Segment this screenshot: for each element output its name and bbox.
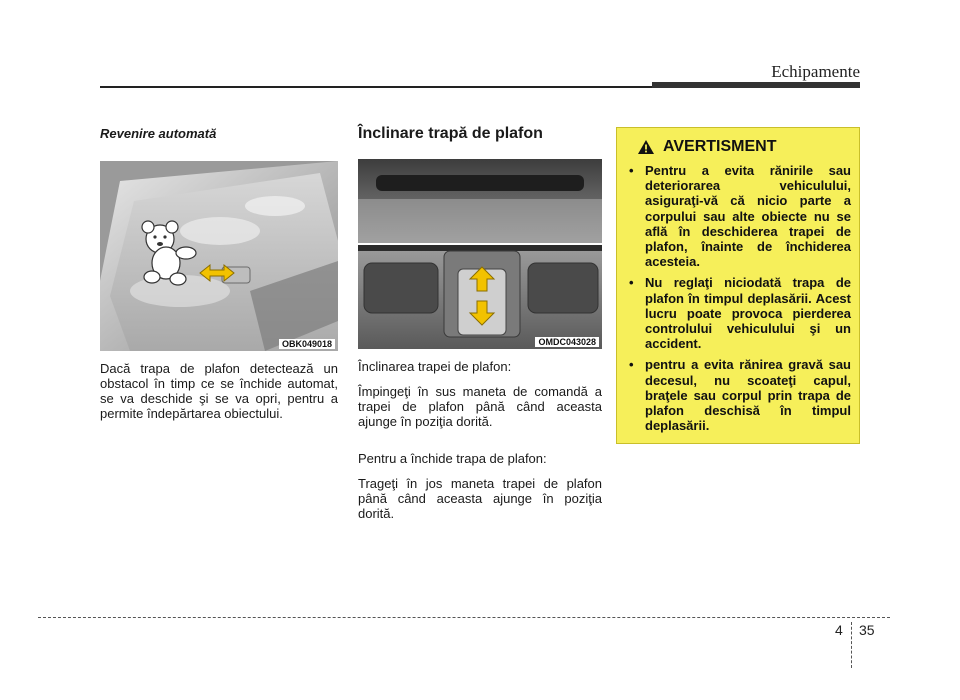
warning-item	[625, 163, 851, 269]
bullet: •	[629, 275, 634, 291]
subheading-auto-reverse: Revenire automată	[100, 126, 217, 141]
close-intro: Pentru a închide trapa de plafon:	[358, 451, 547, 466]
figure-sunroof-obstacle	[100, 161, 338, 351]
tilt-intro: Înclinarea trapei de plafon:	[358, 359, 512, 374]
page-number-value: 35	[859, 622, 875, 638]
warning-item-text: Nu reglaţi niciodată trapa de plafon în timpul deplasării. Acest lucru poate provoca pierderea controlului vehiculului şi un accident.	[645, 275, 851, 352]
sunroof-obstacle-illustration	[100, 161, 338, 351]
warning-triangle-icon	[637, 139, 655, 155]
section-title: Echipamente	[771, 62, 860, 81]
heading-tilt-sunroof: Înclinare trapă de plafon	[358, 125, 543, 142]
tilt-instruction: Împingeţi în sus maneta de comandă a trapei de plafon până când aceasta ajunge în poziţia dorită.	[358, 384, 602, 429]
sunroof-control-illustration	[358, 159, 602, 349]
footer-rule	[38, 617, 890, 618]
page-number-separator	[851, 622, 852, 668]
warning-item-text: pentru a evita rănirea gravă sau decesul, nu scoateţi capul, braţele sau corpul prin trapa de plafon deschisă în timpul deplasării.	[645, 357, 851, 434]
left-column	[100, 118, 338, 421]
chapter-number: 4	[835, 622, 843, 638]
figure-code: OBK049018	[279, 339, 335, 349]
warning-title: AVERTISMENT	[663, 138, 777, 155]
bullet: •	[629, 357, 634, 373]
warning-header	[637, 138, 851, 156]
warning-box	[616, 127, 860, 444]
bullet: •	[629, 163, 634, 178]
close-instruction: Trageţi în jos maneta trapei de plafon până când aceasta ajunge în poziţia dorită.	[358, 476, 602, 521]
warning-list	[625, 163, 851, 433]
figure-sunroof-control	[358, 159, 602, 349]
figure-code: OMDC043028	[535, 337, 599, 347]
warning-item	[625, 275, 851, 351]
auto-reverse-text: Dacă trapa de plafon detectează un obstacol în timp ce se închide automat, se va deschide şi se va opri, pentru a permite îndepărtarea obiectului.	[100, 361, 338, 421]
middle-column	[358, 118, 602, 521]
header-rule-accent	[652, 82, 860, 88]
warning-item	[625, 357, 851, 433]
warning-item-text: Pentru a evita rănirile sau deteriorarea vehiculului, asiguraţi-vă că nicio parte a corpului sau alte obiecte nu se află în deschiderea trapei de plafon, înainte de închiderea acesteia.	[645, 163, 851, 270]
